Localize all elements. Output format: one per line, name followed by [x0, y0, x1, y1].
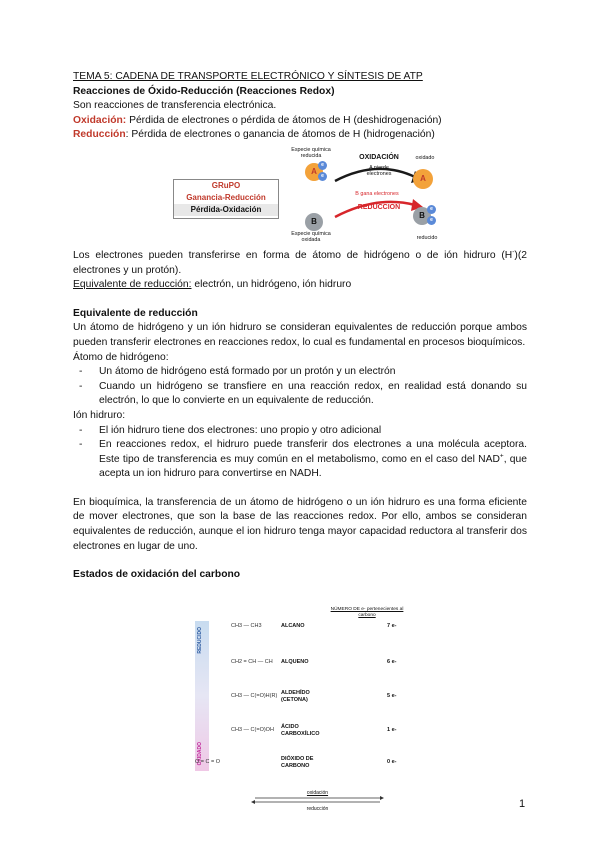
row-count: 5 e- [387, 693, 397, 699]
oxidation-text: Pérdida de electrones o pérdida de átomos de H (deshidrogenación) [126, 114, 442, 126]
species-a-reduced: A [305, 163, 323, 181]
row-name: ALQUENO [281, 659, 309, 665]
row-name: ÁCIDO CARBOXÍLICO [281, 724, 320, 737]
electron-count-header: NÚMERO DE e- pertenecientes al carbono [330, 607, 404, 618]
arrow-left-icon [251, 800, 255, 804]
label-reduced-species: Especie química reducida [291, 146, 331, 159]
table-row [195, 659, 435, 689]
equivalent-label: Equivalente de reducción: [73, 279, 192, 291]
row-count: 7 e- [387, 623, 397, 629]
row-formula: CH2 = CH — CH [231, 659, 273, 665]
equivalent-paragraph: Un átomo de hidrógeno y un ión hidruro se consideran equivalentes de reducción porque ambos pueden transferir electrones en reacciones redox, lo cual es fundamental en procesos bioquímicos. [73, 322, 527, 348]
gruppo-line1: GRuPO [211, 180, 241, 190]
gruppo-line2: Ganancia-Reducción [186, 192, 266, 202]
oxidation-term: Oxidación: [73, 114, 127, 126]
label-a-loses: A pierde electrones [366, 164, 392, 177]
electron-transfer-paragraph [73, 249, 527, 278]
row-formula: CH3 — CH3 [231, 623, 262, 629]
nad-charge: + [499, 452, 504, 460]
hydride-item-text: En reacciones redox, el hidruro puede transferir dos electrones a una molécula aceptora. Este tipo de transferencia es muy común en el metabolismo, como en el caso del NAD [99, 439, 527, 465]
section-heading-equivalent: Equivalente de reducción [73, 307, 198, 319]
redox-diagram [287, 147, 467, 245]
hydrogen-atom-list [73, 365, 527, 409]
bar-label-reduced: REDUCIDO [197, 627, 203, 654]
transfer-text: Los electrones pueden transferirse en forma de átomo de hidrógeno o de ión hidruro (H [73, 249, 513, 261]
electron-icon: e [427, 216, 436, 225]
document-title: TEMA 5: CADENA DE TRANSPORTE ELECTRÓNICO Y SÍNTESIS DE ATP [73, 71, 423, 82]
equivalent-line [73, 278, 527, 293]
table-row [195, 756, 435, 789]
hydride-list [73, 424, 527, 482]
label-oxidacion: OXIDACIÓN [359, 153, 399, 161]
equivalent-text: electrón, un hidrógeno, ión hidruro [191, 279, 352, 291]
gruppo-mnemonic [173, 179, 279, 219]
row-count: 1 e- [387, 727, 397, 733]
table-row [195, 690, 435, 723]
redox-intro: Son reacciones de transferencia electrónica. [73, 100, 277, 112]
hydride-charge: - [512, 248, 515, 256]
list-item: - Un átomo de hidrógeno está formado por un protón y un electrón [73, 365, 527, 380]
species-b-oxidized: B [305, 213, 323, 231]
list-item [73, 438, 527, 482]
gruppo-line3: Pérdida-Oxidación [174, 204, 278, 216]
bar-label-oxidized: OXIDADO [197, 741, 203, 765]
page-number: 1 [519, 798, 526, 810]
axis-label-oxidation: oxidación [306, 790, 329, 796]
label-oxidized-top: oxidado [415, 154, 435, 161]
oxidation-reduction-axis [250, 790, 385, 812]
oxidation-definition [73, 114, 527, 129]
redox-figure [73, 147, 527, 245]
reduction-text: : Pérdida de electrones o ganancia de átomos de H (hidrogenación) [125, 129, 435, 141]
electron-icon: e [318, 172, 327, 181]
species-a-oxidized: A [413, 169, 433, 189]
axis-arrows [250, 796, 385, 804]
list-item: - Cuando un hidrógeno se transfiere en una reacción redox, en realidad está donando su electrón, lo que lo convierte en un equivalente de reducción. [73, 380, 527, 409]
list-item: - El ión hidruro tiene dos electrones: uno propio y otro adicional [73, 424, 527, 439]
label-oxidized-species: Especie química oxidada [291, 230, 331, 243]
label-reduced-bottom: reducido [416, 234, 438, 241]
table-row [195, 623, 435, 653]
row-formula: CH3 — C(=O)OH [231, 727, 274, 733]
row-count: 6 e- [387, 659, 397, 665]
transfer-text-end: )(2 electrones y un protón). [73, 249, 527, 276]
arrow-right-icon [380, 796, 384, 800]
biochemistry-paragraph: En bioquímica, la transferencia de un átomo de hidrógeno o un ión hidruro es una forma eficiente de mover electrones, que son la base de las reacciones redox. Por ello, ambos se consideran equivalentes de reducción, aunque el ion hidruro tenga mayor capacidad reductora al transferir dos electrones en lugar de uno. [73, 496, 527, 552]
row-name: ALCANO [281, 623, 305, 629]
electron-icon: e [318, 161, 327, 170]
species-b-reduced: B [413, 207, 431, 225]
label-reduccion: REDUCCIÓN [357, 203, 401, 211]
reduction-term: Reducción [73, 129, 126, 141]
carbon-oxidation-figure [195, 607, 435, 812]
label-b-gains: B gana electrones [355, 190, 399, 197]
row-formula: O = C = O [195, 759, 221, 765]
document-page [73, 70, 527, 583]
table-row [195, 724, 435, 757]
row-count: 0 e- [387, 759, 397, 765]
hydride-item-text-end: , que acepta un ion hidruro para convertirse en NADH. [99, 453, 527, 480]
row-formula: CH3 — C(=O)H(R) [231, 693, 278, 699]
row-name: ALDEHÍDO (CETONA) [281, 690, 310, 703]
hydrogen-atom-label: Átomo de hidrógeno: [73, 351, 169, 363]
reduction-definition [73, 128, 527, 143]
electron-icon: e [427, 205, 436, 214]
axis-label-reduction: reducción [306, 806, 329, 812]
hydride-label: Ión hidruro: [73, 409, 126, 421]
section-heading-carbon-states: Estados de oxidación del carbono [73, 569, 241, 581]
section-heading-redox: Reacciones de Óxido-Reducción (Reacciones Redox) [73, 85, 335, 97]
row-name: DIÓXIDO DE CARBONO [281, 756, 314, 769]
